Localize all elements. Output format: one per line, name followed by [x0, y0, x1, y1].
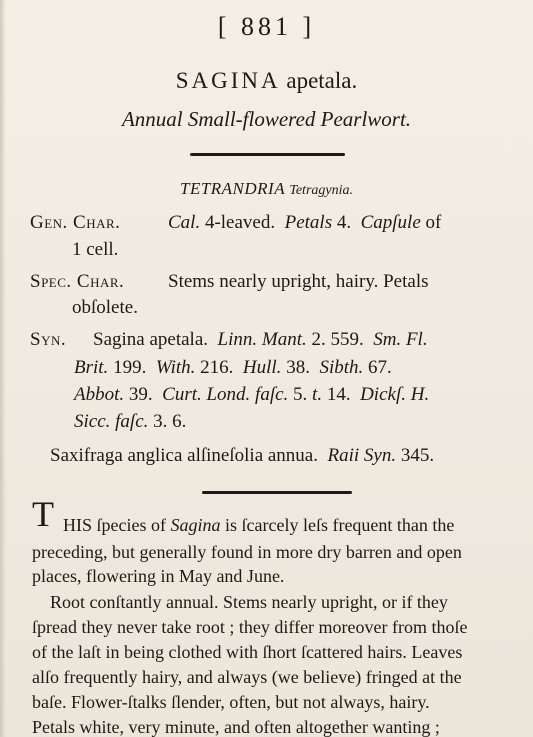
text-run: 199. [108, 357, 156, 378]
italic-text-run: With. [155, 357, 196, 378]
drop-cap: T [32, 494, 54, 534]
common-name: Annual Small-flowered Pearlwort. [121, 107, 412, 131]
italic-text-run: Dickſ. H. [360, 384, 430, 405]
body-line-9: Petals white, very minute, and often altogether wanting ; [32, 717, 440, 737]
text-run: 14. [322, 384, 361, 405]
italic-text-run: Linn. Mant. [217, 329, 307, 350]
spec-char-line-2: obſolete. [72, 297, 138, 318]
text-run: 38. [281, 357, 320, 378]
classification [0, 179, 533, 199]
syn-label: Syn. [30, 329, 67, 350]
text-run: is ſcarcely leſs frequent than the [220, 515, 455, 535]
text-run: of [420, 212, 442, 233]
spec-char-line-1: Stems nearly upright, hairy. Petals [168, 271, 429, 292]
section-divider [202, 491, 352, 494]
gen-char-line-2: 1 cell. [72, 239, 119, 260]
syn-line-5 [50, 445, 434, 467]
text-run: Sagina apetala. [93, 329, 218, 350]
text-run: 4. [332, 212, 361, 233]
body-line-1 [63, 515, 454, 536]
syn-line-1 [93, 329, 428, 351]
species-title [0, 68, 533, 94]
body-line-7: alſo frequently hairy, and always (we believe) fringed at the [32, 667, 462, 687]
italic-text-run: t. [312, 384, 323, 405]
gen-char-line-1 [168, 212, 441, 234]
body-line-6: of the laſt in being clothed with ſhort ſcattered hairs. Leaves [32, 642, 463, 662]
text-run: 345. [396, 445, 435, 466]
italic-text-run: Sicc. faſc. [74, 411, 149, 432]
italic-text-run: Sagina [170, 515, 221, 535]
body-line-3: places, flowering in May and June. [32, 566, 285, 586]
body-line-2: preceding, but generally found in more dry barren and open [32, 542, 462, 562]
text-run: 4-leaved. [200, 212, 285, 233]
title-divider [190, 153, 345, 156]
italic-text-run: Raii Syn. [327, 445, 397, 466]
syn-line-4 [74, 411, 186, 433]
page-number: [ 881 ] [217, 12, 316, 41]
species-epithet: apetala. [286, 68, 358, 93]
italic-text-run: Curt. Lond. faſc. [162, 384, 289, 405]
italic-text-run: Petals [284, 212, 333, 233]
italic-text-run: Brit. [74, 357, 109, 378]
class-name: TETRANDRIA [179, 179, 286, 198]
text-run: 5. [288, 384, 313, 405]
syn-line-3 [74, 384, 429, 406]
italic-text-run: Hull. [242, 357, 282, 378]
italic-text-run: Sibth. [319, 357, 364, 378]
text-run: 2. 559. [306, 329, 374, 350]
italic-text-run: Cal. [168, 212, 201, 233]
italic-text-run: Abbot. [74, 384, 125, 405]
italic-text-run: Sm. Fl. [373, 329, 428, 350]
body-line-5: ſpread they never take root ; they differ moreover from thoſe [32, 617, 468, 637]
gen-char-label: Gen. Char. [30, 212, 121, 233]
spec-char-label: Spec. Char. [30, 271, 125, 292]
text-run: 3. 6. [148, 411, 187, 432]
order-name: Tetragynia. [289, 183, 353, 198]
text-run: Saxifraga anglica alſineſolia annua. [50, 445, 328, 466]
text-run: HIS ſpecies of [63, 515, 171, 535]
text-run: 216. [195, 357, 243, 378]
text-run: 67. [363, 357, 392, 378]
genus-name: SAGINA [175, 68, 281, 93]
body-line-8: baſe. Flower-ſtalks ſlender, often, but not always, hairy. [32, 692, 430, 712]
syn-line-2 [74, 357, 392, 379]
italic-text-run: Capſule [360, 212, 421, 233]
text-run: 39. [124, 384, 163, 405]
body-line-4: Root conſtantly annual. Stems nearly upright, or if they [50, 592, 448, 612]
